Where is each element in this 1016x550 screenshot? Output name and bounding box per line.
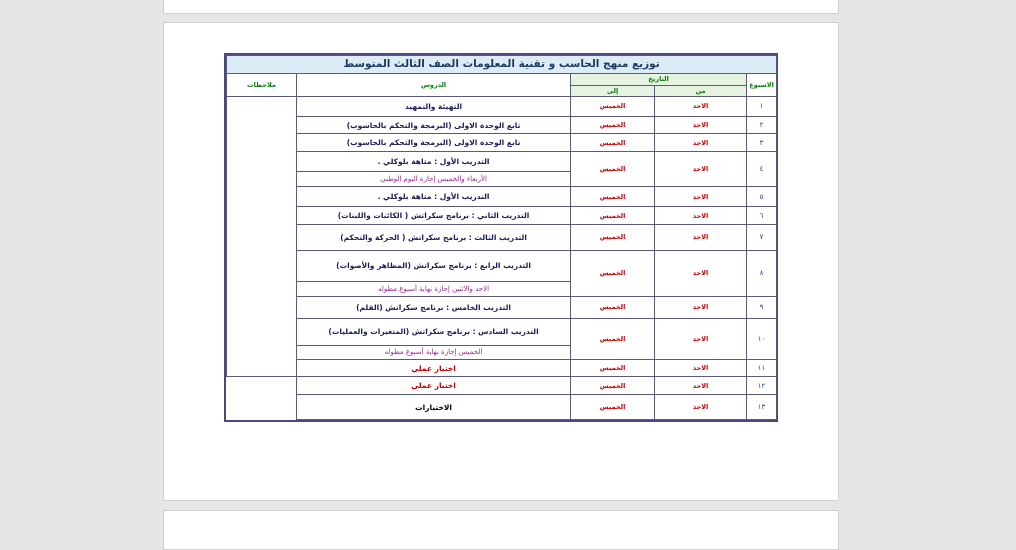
week-to: الخميس (571, 318, 655, 359)
table-row (227, 377, 777, 395)
table-row (227, 250, 777, 281)
week-number: ٩ (747, 297, 777, 319)
week-number: ٤ (747, 151, 777, 186)
week-from: الاحد (655, 186, 747, 207)
week-from: الاحد (655, 377, 747, 395)
week-to: الخميس (571, 97, 655, 117)
week-from: الاحد (655, 250, 747, 296)
week-lesson: التدريب الثالث : برنامج سكراتش ( الحركة والتحكم) (297, 224, 571, 250)
header-date: التاريخ (571, 73, 747, 85)
table-row (227, 359, 777, 377)
week-number: ١٢ (747, 377, 777, 395)
previous-page (163, 0, 839, 14)
week-number: ١٣ (747, 395, 777, 420)
week-lesson: التهيئة والتمهيد (297, 97, 571, 117)
table-title: توزيع منهج الحاسب و تقنية المعلومات الصف الثالث المتوسط (227, 56, 777, 74)
header-lessons: الدروس (297, 73, 571, 97)
week-from: الاحد (655, 151, 747, 186)
week-number: ١١ (747, 359, 777, 377)
notes-column (227, 97, 297, 377)
table-row (227, 97, 777, 117)
week-to: الخميس (571, 207, 655, 225)
header-to: إلى (571, 85, 655, 96)
week-to: الخميس (571, 186, 655, 207)
week-to: الخميس (571, 116, 655, 134)
week-from: الاحد (655, 207, 747, 225)
week-from: الاحد (655, 395, 747, 420)
week-number: ٦ (747, 207, 777, 225)
week-number: ١ (747, 97, 777, 117)
week-note: الاحد والاثنين إجازة نهاية أسبوع مطوله (297, 281, 571, 296)
week-number: ١٠ (747, 318, 777, 359)
week-to: الخميس (571, 297, 655, 319)
week-from: الاحد (655, 116, 747, 134)
next-page (163, 510, 839, 550)
week-number: ٧ (747, 224, 777, 250)
week-from: الاحد (655, 297, 747, 319)
header-from: من (655, 85, 747, 96)
week-lesson: التدريب الثاني : برنامج سكراتش ( الكائنات واللبنات) (297, 207, 571, 225)
week-lesson: التدريب السادس : برنامج سكراتش (المتغيرات والعمليات) (297, 318, 571, 345)
header-notes: ملاحظات (227, 73, 297, 97)
week-to: الخميس (571, 395, 655, 420)
week-lesson: تابع الوحدة الاولى (البرمجة والتحكم بالحاسوب) (297, 116, 571, 134)
week-note: الأربعاء والخميس إجازة اليوم الوطني (297, 172, 571, 186)
week-to: الخميس (571, 250, 655, 296)
week-lesson: تابع الوحدة الاولى (البرمجة والتحكم بالحاسوب) (297, 134, 571, 152)
week-from: الاحد (655, 224, 747, 250)
week-to: الخميس (571, 134, 655, 152)
week-to: الخميس (571, 151, 655, 186)
week-from: الاحد (655, 134, 747, 152)
week-number: ٢ (747, 116, 777, 134)
table-row (227, 297, 777, 319)
table-row (227, 395, 777, 420)
table-row (227, 116, 777, 134)
week-lesson: التدريب الأول : متاهة بلوكلي . (297, 151, 571, 172)
table-row (227, 151, 777, 172)
week-number: ٨ (747, 250, 777, 296)
table-row (227, 207, 777, 225)
week-from: الاحد (655, 359, 747, 377)
curriculum-table-frame (224, 53, 778, 422)
week-lesson: اختبار عملي (297, 377, 571, 395)
table-row (227, 318, 777, 345)
week-lesson: الاختبارات (297, 395, 571, 420)
week-from: الاحد (655, 318, 747, 359)
week-from: الاحد (655, 97, 747, 117)
week-number: ٥ (747, 186, 777, 207)
week-lesson: التدريب الرابع : برنامج سكراتش (المظاهر والأصوات) (297, 250, 571, 281)
table-row (227, 224, 777, 250)
week-number: ٣ (747, 134, 777, 152)
table-row (227, 186, 777, 207)
week-lesson: اختبار عملي (297, 359, 571, 377)
week-to: الخميس (571, 377, 655, 395)
week-lesson: التدريب الأول : متاهة بلوكلي . (297, 186, 571, 207)
week-note: الخميس إجازة نهاية أسبوع مطوله (297, 345, 571, 359)
table-row (227, 134, 777, 152)
curriculum-table (226, 55, 777, 420)
week-to: الخميس (571, 224, 655, 250)
week-lesson: التدريب الخامس : برنامج سكراتش (القلم) (297, 297, 571, 319)
header-week: الاسبوع (747, 73, 777, 97)
week-to: الخميس (571, 359, 655, 377)
